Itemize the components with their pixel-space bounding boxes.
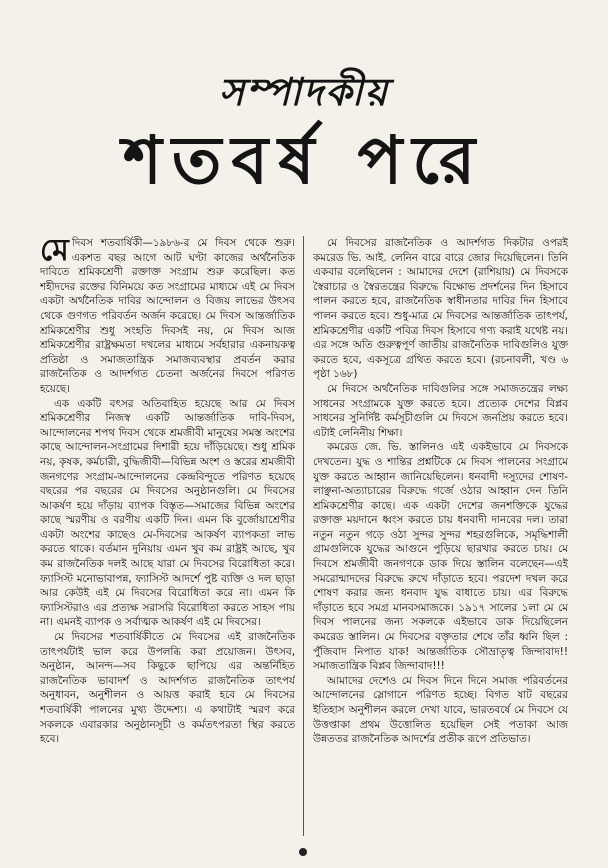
left-column: [40, 236, 295, 840]
left-paragraph-2: এক একটি বৎসর অতিবাহিত হয়েছে আর মে দিবস শ্রমিকশ্রেণীর নিজস্ব একটি আন্তর্জাতিক দাবি-দিবস, আন্দোলনের শপথ দিবস থেকে শ্রমজীবী মানুষের সমস্ত অংশের কাছে আন্দোলন-সংগ্রামের দিশারী হয়ে দাঁড়িয়েছে। শুধু শ্রমিক নয়, কৃষক, কর্মচারী, বুদ্ধিজীবী—বিভিন্ন অংশ ও স্তরের শ্রমজীবী জনগণের সংগ্রাম-আন্দোলনের কেন্দ্রবিন্দুতে পরিণত হয়েছে বছরের পর বছরের মে দিবসের অনুষ্ঠানগুলি। মে দিবসের আকর্ষণ হয়ে দাঁড়ায় ব্যাপক বিস্তৃত—সমাজের বিভিন্ন অংশের কাছে স্মরণীয় ও বরণীয় একটি দিন। এমন কি বুর্জোয়াশ্রেণীর একটা অংশের কাছেও মে-দিবসের আকর্ষণ ব্যাপকতা লাভ করতে থাকে। বর্তমান দুনিয়ায় এমন খুব কম রাষ্ট্রই আছে, খুব কম রাজনৈতিক দলই আছে যারা মে দিবসের বিরোধিতা করে। ফ্যাসিস্ট মনোভাবাপন্ন, ফ্যাসিস্ট আদর্শে পুষ্ট ব্যক্তি ও দল ছাড়া আর কেউই এই মে দিবসের বিরোধিতা করে না। এমন কি ফ্যাসিস্টরাও এর প্রত্যক্ষ সরাসরি বিরোধিতা করতে সাহস পায় না। এমনই ব্যাপক ও সর্বাত্মক আকর্ষণ এই মে দিবসের।: [40, 397, 295, 629]
column-divider: [303, 236, 304, 836]
left-paragraph-1: [40, 236, 295, 397]
footer-dot: [299, 848, 307, 856]
right-paragraph-4: আমাদের দেশেও মে দিবস দিনে দিনে সমাজ পরিবর্তনের আন্দোলনের স্লোগানে পরিণত হচ্ছে। বিগত ষাট বছরের ইতিহাস অনুশীলন করলে দেখা যাবে, ভারতবর্ষে মে দিবসে যে উত্তপ্তাকা প্রথম উত্তোলিত হয়েছিল সেই পতাকা আজ উন্নততর রাজনৈতিক আদর্শের প্রতীক রূপে প্রতিভাত।: [313, 674, 568, 746]
right-column: [313, 236, 568, 840]
headline: শতবর্ষ পরে: [122, 121, 486, 199]
dropcap: মে: [40, 236, 69, 268]
left-paragraph-3: মে দিবসের শতবার্ষিকীতে মে দিবসের এই রাজনৈতিক তাৎপর্যটাই ভাল করে উপলব্ধি করা প্রয়োজন। উৎসব, অনুষ্ঠান, আনন্দ—সব কিছুকে ছাপিয়ে এর অন্তর্নিহিত রাজনৈতিক ভাবাদর্শ ও আদর্শগত রাজনৈতিক তাৎপর্য অনুধাবন, অনুশীলন ও আয়ত্ত করাই হবে মে দিবসের শতবার্ষিকী পালনের মুখ্য উদ্দেশ্য। এ কথাটাই স্মরণ করে সকলকে এবারকার অনুষ্ঠানসূচী ও কর্মতৎপরতা স্থির করতে হবে।: [40, 631, 295, 746]
left-paragraph-1-text: দিবস শতবার্ষিকী—১৯৮৬-র মে দিবস থেকে শুরু। একশত বছর আগে আট ঘণ্টা কাজের অর্থনৈতিক দাবিতে শ্রমিকশ্রেণী রক্তাক্ত সংগ্রাম শুরু করেছিল। কত শহীদদের রক্তের বিনিময়ে কত সংগ্রামের মাধ্যমে এই মে দিবস একটা অর্থনৈতিক দাবির আন্দোলন ও বিজয় লাভের উৎসব থেকে গুণগত পরিবর্তন অর্জন করেছে। মে দিবস আন্তর্জাতিক শ্রমিকশ্রেণীর শুধু সংহতি দিবসই নয়, মে দিবস আজ শ্রমিকশ্রেণীর রাষ্ট্রক্ষমতা দখলের মাধ্যমে সর্বহারার একনায়কত্ব প্রতিষ্ঠা ও সমাজতান্ত্রিক সমাজব্যবস্থার প্রবর্তন করার রাজনৈতিক ও আদর্শগত চেতনা অর্জনের দিবসে পরিণত হয়েছে।: [40, 237, 295, 395]
right-paragraph-2: মে দিবসে অর্থনৈতিক দাবিগুলির সঙ্গে সমাজতন্ত্রের লক্ষ্য সাধনের সংগ্রামকে যুক্ত করতে হবে। প্রত্যেক দেশের বিপ্লব সাধনের সুনির্দিষ্ট কর্মসূচীগুলি মে দিবসে জনপ্রিয় করতে হবে। এটাই লেনিনীয় শিক্ষা।: [313, 382, 568, 439]
right-paragraph-3: কমরেড জে. ভি. স্তালিনও এই একইভাবে মে দিবসকে দেখতেন। যুদ্ধ ও শান্তির প্রশ্নটিকে মে দিবস পালনের সংগ্রামে যুক্ত করতে আহ্বান জানিয়েছিলেন। ধনবাদী দস্যুদের শোষণ-লাঞ্ছনা-অত্যাচারের বিরুদ্ধে গর্জে ওঠার আহ্বান দেন তিনি শ্রমিকশ্রেণীর কাছে। এক একটা দেশের জনশক্তিকে যুদ্ধের রক্তাক্ত ময়দানে ধ্বংস করতে চায় ধনবাদী দানবের দল। তারা নতুন নতুন গড়ে ওঠা সুন্দর সুন্দর শহরগুলিকে, সমৃদ্ধিশালী গ্রামগুলিকে যুদ্ধের আগুনে পুড়িয়ে ছারখার করতে চায়। মে দিবসে শ্রমজীবী জনগণকে ডাক দিয়ে স্তালিন বলেছেন—এই সমরোন্মাদদের বিরুদ্ধে রুখে দাঁড়াতে হবে। পরদেশ দখল করে শোষণ করার জন্য ধনবাদ যুদ্ধ বাধাতে চায়। এর বিরুদ্ধে দাঁড়াতে হবে সমগ্র মানবসমাজকে। ১৯১৭ সালের ১লা মে মে দিবস পালনের জন্য সকলকে এইভাবে ডাক দিয়েছিলেন কমরেড স্তালিন। মে দিবসের বক্তৃতার শেষে তাঁর ধ্বনি ছিল : পুঁজিবাদ নিপাত যাক! আন্তর্জাতিক সৌভ্রাতৃত্ব জিন্দাবাদ!! সমাজতান্ত্রিক বিপ্লব জিন্দাবাদ!!!: [313, 441, 568, 673]
right-paragraph-1: মে দিবসের রাজনৈতিক ও আদর্শগত দিকটার ওপরই কমরেড ভি. আই. লেনিন বারে বারে জোর দিয়েছিলেন। তিনি একবার বলেছিলেন : আমাদের দেশে (রাশিয়ায়) মে দিবসকে স্বৈরাচার ও স্বৈরতন্ত্রের বিরুদ্ধে বিক্ষোভ প্রদর্শনের দিন হিসাবে পালন করতে হবে, রাজনৈতিক স্বাধীনতার দাবির দিন হিসাবে পালন করতে হবে। শুধু-মাত্র মে দিবসের আন্তর্জাতিক তাৎপর্য, শ্রমিকশ্রেণীর একটি পবিত্র দিবস হিসাবে গণ্য করাই যথেষ্ট নয়। এর সঙ্গে অতি গুরুত্বপূর্ণ জাতীয় রাজনৈতিক দাবিগুলিও যুক্ত করতে হবে, একসূত্রে গ্রথিত করতে হবে। (রচনাবলী, খণ্ড ৬ পৃষ্ঠা ১৬৮): [313, 237, 568, 381]
section-title: সম্পাদকীয়: [219, 69, 389, 114]
